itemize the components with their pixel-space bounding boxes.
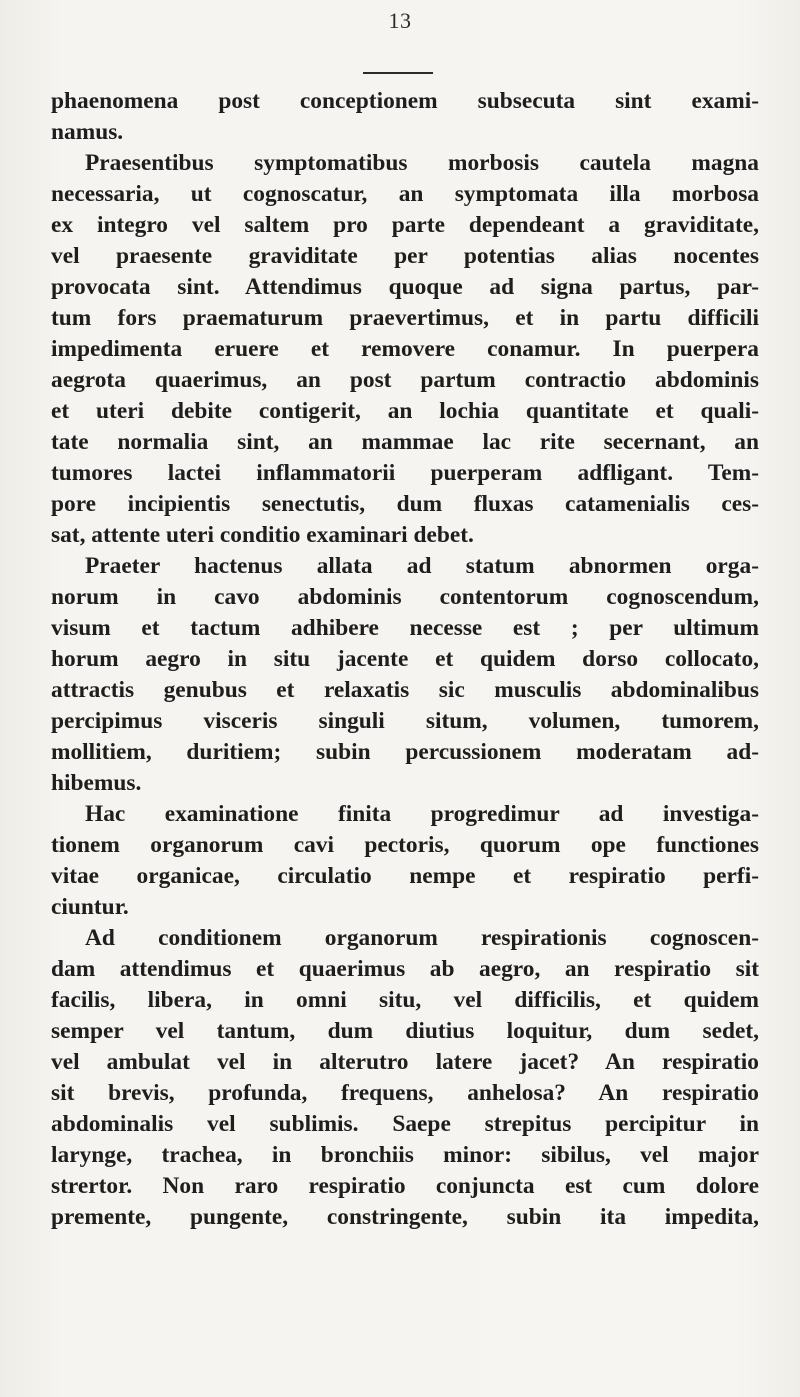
header-rule — [363, 72, 433, 74]
text-line: ex integro vel saltem pro parte dependeant a graviditate, — [51, 212, 759, 238]
text-line: visum et tactum adhibere necesse est ; per ultimum — [51, 615, 759, 641]
text-line: Ad conditionem organorum respirationis cognoscen- — [85, 925, 759, 951]
text-line: strertor. Non raro respiratio conjuncta est cum dolore — [51, 1173, 759, 1199]
text-line: hibemus. — [51, 770, 142, 796]
text-line: tionem organorum cavi pectoris, quorum ope functiones — [51, 832, 759, 858]
text-line: impedimenta eruere et removere conamur. In puerpera — [51, 336, 759, 362]
text-line: facilis, libera, in omni situ, vel difficilis, et quidem — [51, 987, 759, 1013]
text-line: vitae organicae, circulatio nempe et respiratio perfi- — [51, 863, 759, 889]
text-line: phaenomena post conceptionem subsecuta sint exami- — [51, 88, 759, 114]
page-number: 13 — [388, 8, 412, 33]
text-line: tate normalia sint, an mammae lac rite secernant, an — [51, 429, 759, 455]
text-line: attractis genubus et relaxatis sic musculis abdominalibus — [51, 677, 759, 703]
text-line: namus. — [51, 119, 124, 145]
text-line: vel ambulat vel in alterutro latere jacet? An respiratio — [51, 1049, 759, 1075]
text-line: aegrota quaerimus, an post partum contractio abdominis — [51, 367, 759, 393]
text-line: provocata sint. Attendimus quoque ad signa partus, par- — [51, 274, 759, 300]
text-line: Praeter hactenus allata ad statum abnormen orga- — [85, 553, 759, 579]
text-line: sat, attente uteri conditio examinari debet. — [51, 522, 474, 548]
text-line: Hac examinatione finita progredimur ad investiga- — [85, 801, 759, 827]
text-line: ciuntur. — [51, 894, 129, 920]
text-line: tum fors praematurum praevertimus, et in partu difficili — [51, 305, 759, 331]
text-line: mollitiem, duritiem; subin percussionem moderatam ad- — [51, 739, 759, 765]
text-line: Praesentibus symptomatibus morbosis cautela magna — [85, 150, 759, 176]
text-line: abdominalis vel sublimis. Saepe strepitus percipitur in — [51, 1111, 759, 1137]
text-line: necessaria, ut cognoscatur, an symptomata illa morbosa — [51, 181, 759, 207]
text-line: percipimus visceris singuli situm, volumen, tumorem, — [51, 708, 759, 734]
text-line: semper vel tantum, dum diutius loquitur, dum sedet, — [51, 1018, 759, 1044]
body-text — [51, 86, 759, 1233]
text-line: et uteri debite contigerit, an lochia quantitate et quali- — [51, 398, 759, 424]
text-line: horum aegro in situ jacente et quidem dorso collocato, — [51, 646, 759, 672]
text-line: larynge, trachea, in bronchiis minor: sibilus, vel major — [51, 1142, 759, 1168]
text-line: tumores lactei inflammatorii puerperam adfligant. Tem- — [51, 460, 759, 486]
text-line: norum in cavo abdominis contentorum cognoscendum, — [51, 584, 759, 610]
text-line: vel praesente graviditate per potentias alias nocentes — [51, 243, 759, 269]
text-line: dam attendimus et quaerimus ab aegro, an respiratio sit — [51, 956, 759, 982]
text-line: pore incipientis senectutis, dum fluxas catamenialis ces- — [51, 491, 759, 517]
text-line: premente, pungente, constringente, subin ita impedita, — [51, 1204, 759, 1230]
text-line: sit brevis, profunda, frequens, anhelosa? An respiratio — [51, 1080, 759, 1106]
